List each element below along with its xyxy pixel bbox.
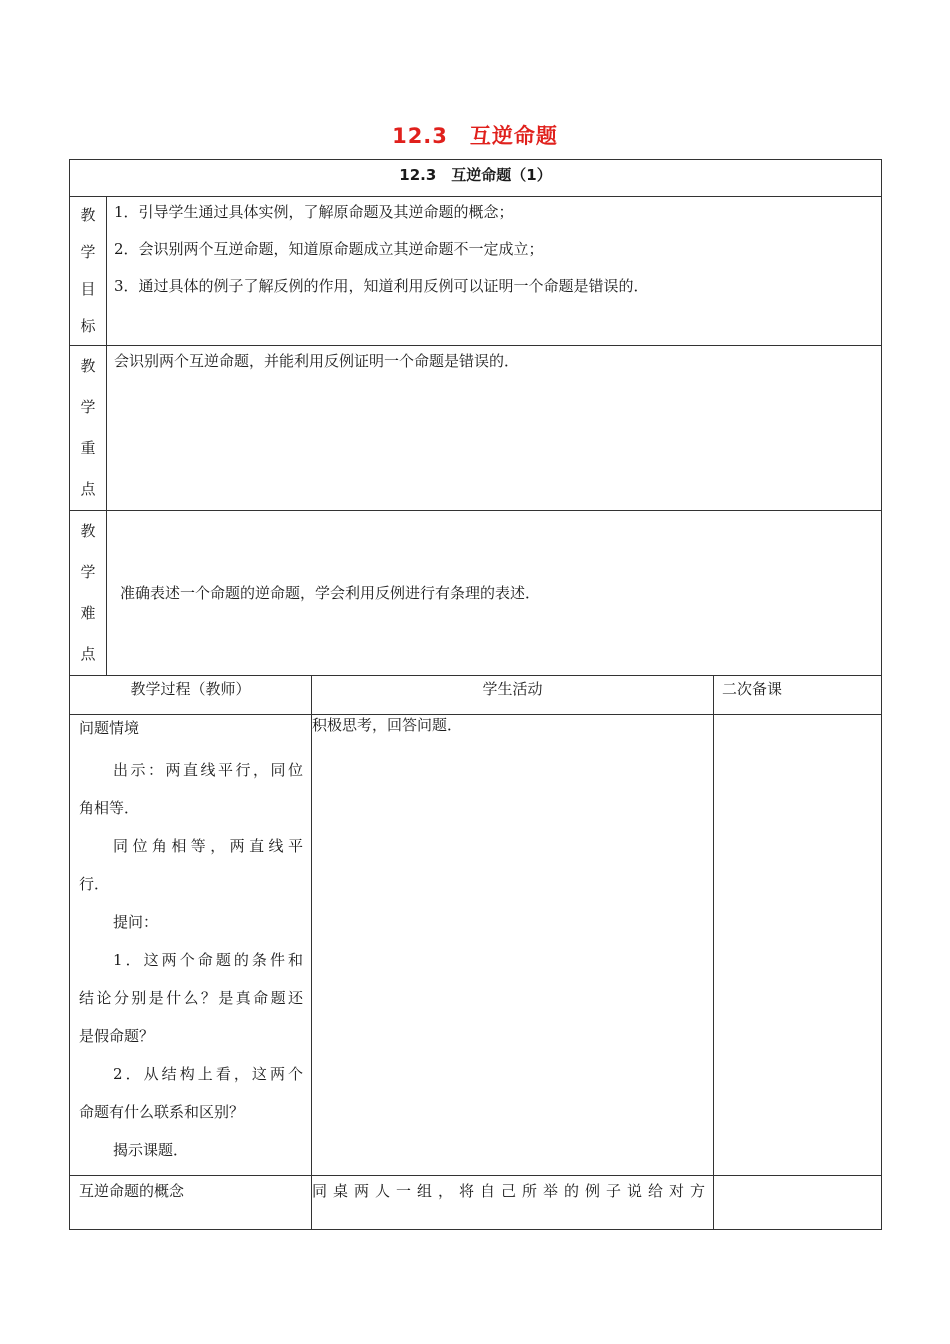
objective-item: 2．会识别两个互逆命题，知道原命题成立其逆命题不一定成立； bbox=[114, 240, 544, 258]
student-activity-cell: 积极思考，回答问题． bbox=[312, 715, 714, 1176]
key-points-text: 会识别两个互逆命题，并能利用反例证明一个命题是错误的． bbox=[114, 352, 520, 370]
label-char: 教 bbox=[80, 206, 96, 224]
difficulties-row bbox=[70, 511, 882, 676]
process-line: 行． bbox=[79, 875, 110, 893]
label-char: 学 bbox=[80, 398, 96, 416]
process-line: 命题有什么联系和区别？ bbox=[79, 1103, 245, 1121]
header-student: 学生活动 bbox=[312, 676, 714, 715]
section-heading: 互逆命题的概念 bbox=[79, 1182, 185, 1200]
difficulties-content bbox=[107, 511, 882, 676]
label-char: 学 bbox=[80, 243, 96, 261]
notes-cell bbox=[714, 1176, 882, 1230]
label-char: 标 bbox=[80, 317, 96, 335]
objectives-content bbox=[107, 197, 882, 346]
process-line: 提问： bbox=[113, 913, 159, 931]
label-char: 重 bbox=[80, 439, 96, 457]
label-char: 点 bbox=[80, 645, 96, 663]
key-points-label bbox=[70, 346, 107, 511]
lesson-plan-table bbox=[69, 159, 882, 1230]
student-activity-text: 同桌两人一组，将自己所举的例子说给对方 bbox=[312, 1182, 705, 1200]
header-teacher: 教学过程（教师） bbox=[70, 676, 312, 715]
label-char: 点 bbox=[80, 480, 96, 498]
page-title: 12.3 互逆命题 bbox=[392, 124, 558, 148]
process-line: 出示：两直线平行，同位 bbox=[113, 761, 303, 779]
notes-cell bbox=[714, 715, 882, 1176]
difficulties-text: 准确表述一个命题的逆命题，学会利用反例进行有条理的表述． bbox=[120, 584, 541, 602]
objectives-label bbox=[70, 197, 107, 346]
process-line: 揭示课题． bbox=[113, 1141, 189, 1159]
key-points-content bbox=[107, 346, 882, 511]
objective-item: 1．引导学生通过具体实例，了解原命题及其逆命题的概念； bbox=[114, 203, 514, 221]
process-line: 角相等． bbox=[79, 799, 140, 817]
teacher-process-cell bbox=[70, 1176, 312, 1230]
header-notes: 二次备课 bbox=[714, 676, 882, 715]
key-points-row bbox=[70, 346, 882, 511]
section-row bbox=[70, 1176, 882, 1230]
process-header-row bbox=[70, 676, 882, 715]
process-line: 1．这两个命题的条件和 bbox=[113, 951, 303, 969]
process-line: 2．从结构上看，这两个 bbox=[113, 1065, 303, 1083]
objective-item: 3．通过具体的例子了解反例的作用，知道利用反例可以证明一个命题是错误的． bbox=[114, 277, 649, 295]
difficulties-label bbox=[70, 511, 107, 676]
teacher-process-cell bbox=[70, 715, 312, 1176]
section-row bbox=[70, 715, 882, 1176]
lesson-subtitle: 12.3 互逆命题（1） bbox=[70, 160, 882, 197]
student-activity-cell bbox=[312, 1176, 714, 1230]
label-char: 难 bbox=[80, 604, 96, 622]
process-line: 是假命题？ bbox=[79, 1027, 155, 1045]
label-char: 学 bbox=[80, 563, 96, 581]
process-line: 同位角相等，两直线平 bbox=[113, 837, 303, 855]
process-line: 结论分别是什么？是真命题还 bbox=[79, 989, 303, 1007]
label-char: 教 bbox=[80, 357, 96, 375]
objectives-row bbox=[70, 197, 882, 346]
section-heading: 问题情境 bbox=[79, 719, 140, 737]
label-char: 目 bbox=[80, 280, 96, 298]
label-char: 教 bbox=[80, 522, 96, 540]
